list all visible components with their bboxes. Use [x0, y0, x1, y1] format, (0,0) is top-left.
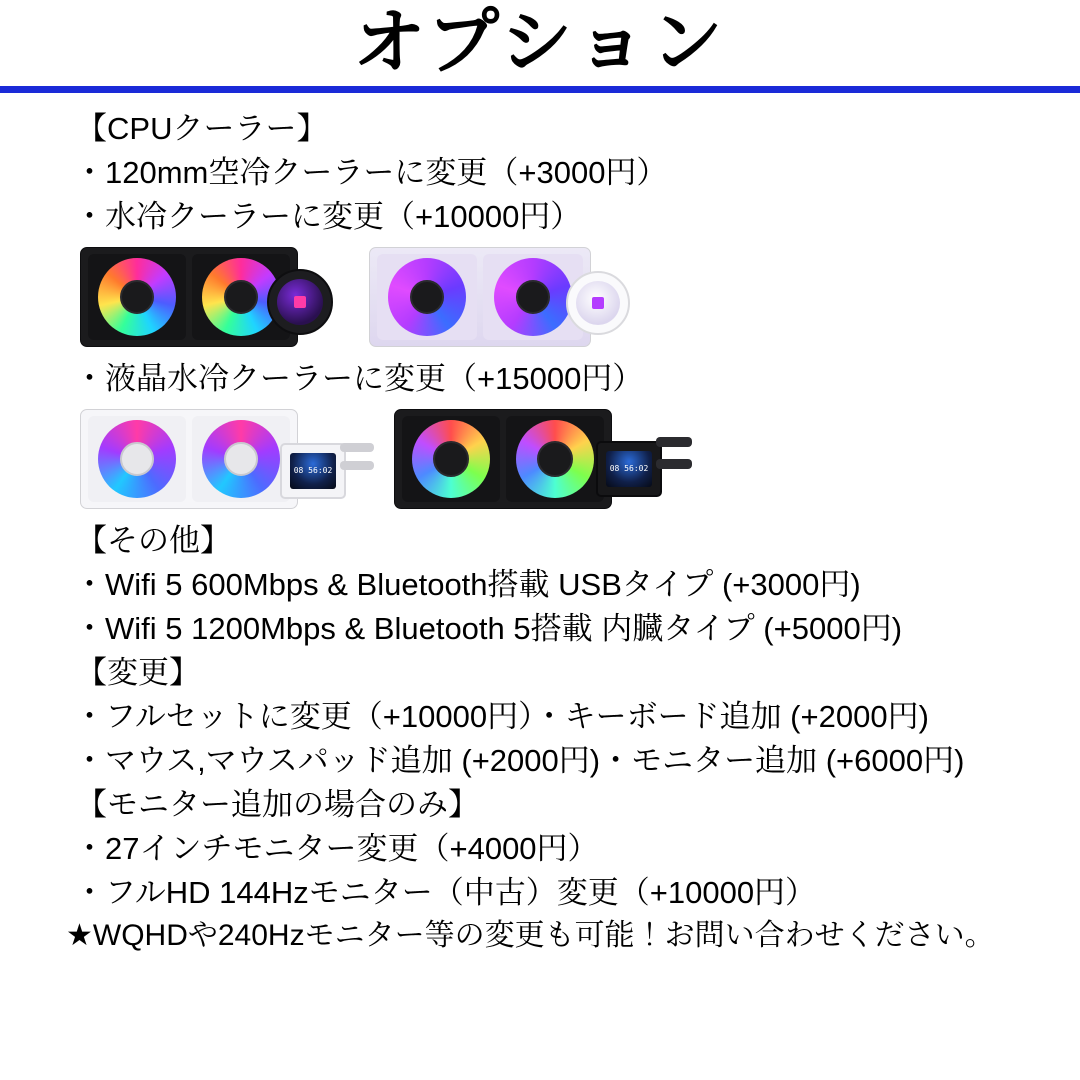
page-header: [0, 0, 1080, 86]
coolant-tubes-white: [336, 437, 388, 477]
option-monitor-fhd-144hz: ・フルHD 144Hzモニター（中古）変更（+10000円）: [74, 875, 817, 911]
liquid-cooler-image-row: [0, 247, 1080, 351]
option-monitor-27inch: ・27インチモニター変更（+4000円）: [74, 831, 599, 867]
options-content: [0, 93, 1080, 958]
lcd-readout-2: 08 56:02: [609, 464, 649, 474]
option-mouse-monitor: ・マウス,マウスパッド追加 (+2000円)・モニター追加 (+6000円): [74, 743, 965, 779]
section-heading-other: 【その他】: [76, 523, 231, 559]
option-liquid-cooler: ・水冷クーラーに変更（+10000円）: [74, 199, 582, 235]
monitor-contact-note: ★WQHDや240Hzモニター等の変更も可能！お問い合わせください。: [66, 919, 995, 953]
pump-block-black: [267, 269, 333, 335]
option-wifi-usb: ・Wifi 5 600Mbps & Bluetooth搭載 USBタイプ (+3000円): [74, 567, 861, 603]
pump-block-white: [566, 271, 630, 335]
section-heading-change: 【変更】: [76, 655, 200, 691]
aio-black-cooler-image: [80, 247, 325, 351]
lcd-cooler-image-row: [0, 409, 1080, 513]
option-air-cooler-120mm: ・120mm空冷クーラーに変更（+3000円）: [74, 155, 668, 191]
aio-white-lcd-cooler-image: [80, 409, 342, 513]
aio-white-cooler-image: [369, 247, 624, 351]
aio-black-lcd-cooler-image: [394, 409, 656, 513]
option-wifi-internal: ・Wifi 5 1200Mbps & Bluetooth 5搭載 内臓タイプ (+5000円): [74, 611, 903, 647]
option-fullset-keyboard: ・フルセットに変更（+10000円）・キーボード追加 (+2000円): [74, 699, 929, 735]
section-heading-monitor-only: 【モニター追加の場合のみ】: [76, 787, 479, 823]
coolant-tubes-black: [652, 433, 704, 473]
header-divider: [0, 86, 1080, 93]
section-heading-cpu-cooler: 【CPUクーラー】: [76, 111, 328, 146]
option-lcd-liquid-cooler: ・液晶水冷クーラーに変更（+15000円）: [74, 361, 644, 397]
page-title: オプション: [353, 3, 727, 83]
lcd-readout: 08 56:02: [293, 466, 333, 476]
